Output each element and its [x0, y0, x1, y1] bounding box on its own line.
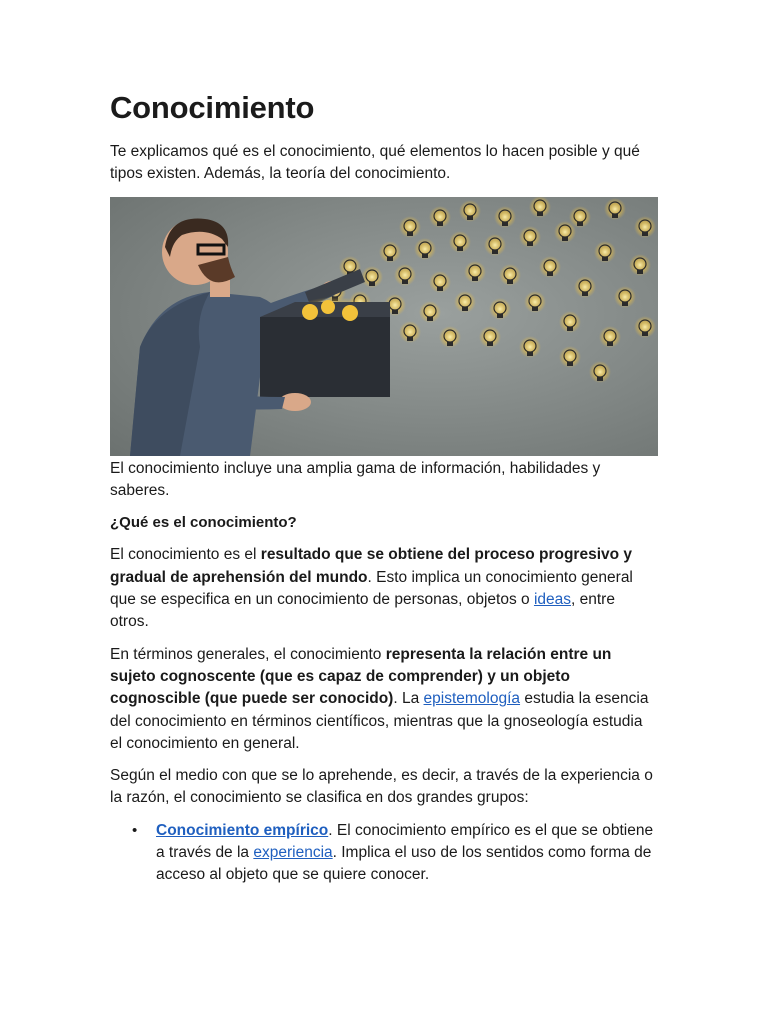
intro-paragraph: Te explicamos qué es el conocimiento, qué elementos lo hacen posible y qué tipos existen. Además, la teoría del conocimiento. — [110, 143, 640, 183]
paragraph-2: En términos generales, el conocimiento representa la relación entre un sujeto cognoscente (que es capaz de comprender) y un objeto cognoscible (que puede ser conocido). La epistemología estudia la esencia del conocimiento en términos científicos, mientras que la gnoseología estudia el conocimiento en general. — [110, 645, 649, 752]
list-item: • Conocimiento empírico. El conocimiento empírico es el que se obtiene a través de la experiencia. Implica el uso de los sentidos como forma de acceso al objeto que se quiere conocer. — [132, 821, 654, 884]
paragraph-3: Según el medio con que se lo aprehende, es decir, a través de la experiencia o la razón, el conocimiento se clasifica en dos grandes grupos: — [110, 767, 653, 807]
experiencia-link[interactable]: experiencia — [253, 844, 333, 862]
paragraph-1: El conocimiento es el resultado que se obtiene del proceso progresivo y gradual de aprehensión del mundo. Esto implica un conocimiento general que se especifica en un conocimiento de personas, objetos o ideas, entre otros. — [110, 546, 633, 631]
conocimiento-empirico-link[interactable]: Conocimiento empírico — [156, 821, 329, 839]
bold-relation: representa la relación entre un sujeto cognoscente (que es capaz de comprender) y un objeto cognoscible (que puede ser conocido) — [110, 645, 612, 708]
bullet-icon: • — [132, 821, 138, 839]
page-title: Conocimiento — [110, 90, 315, 125]
ideas-link[interactable]: ideas — [533, 591, 572, 609]
document-page — [110, 84, 658, 887]
hero-image — [110, 197, 658, 456]
bold-definition: resultado que se obtiene del proceso progresivo y gradual de aprehensión del mundo — [110, 546, 633, 586]
epistemologia-link[interactable]: epistemología — [423, 690, 521, 708]
knowledge-types-list — [110, 820, 658, 887]
image-caption: El conocimiento incluye una amplia gama de información, habilidades y saberes. — [110, 459, 601, 499]
section-heading: ¿Qué es el conocimiento? — [110, 514, 297, 532]
